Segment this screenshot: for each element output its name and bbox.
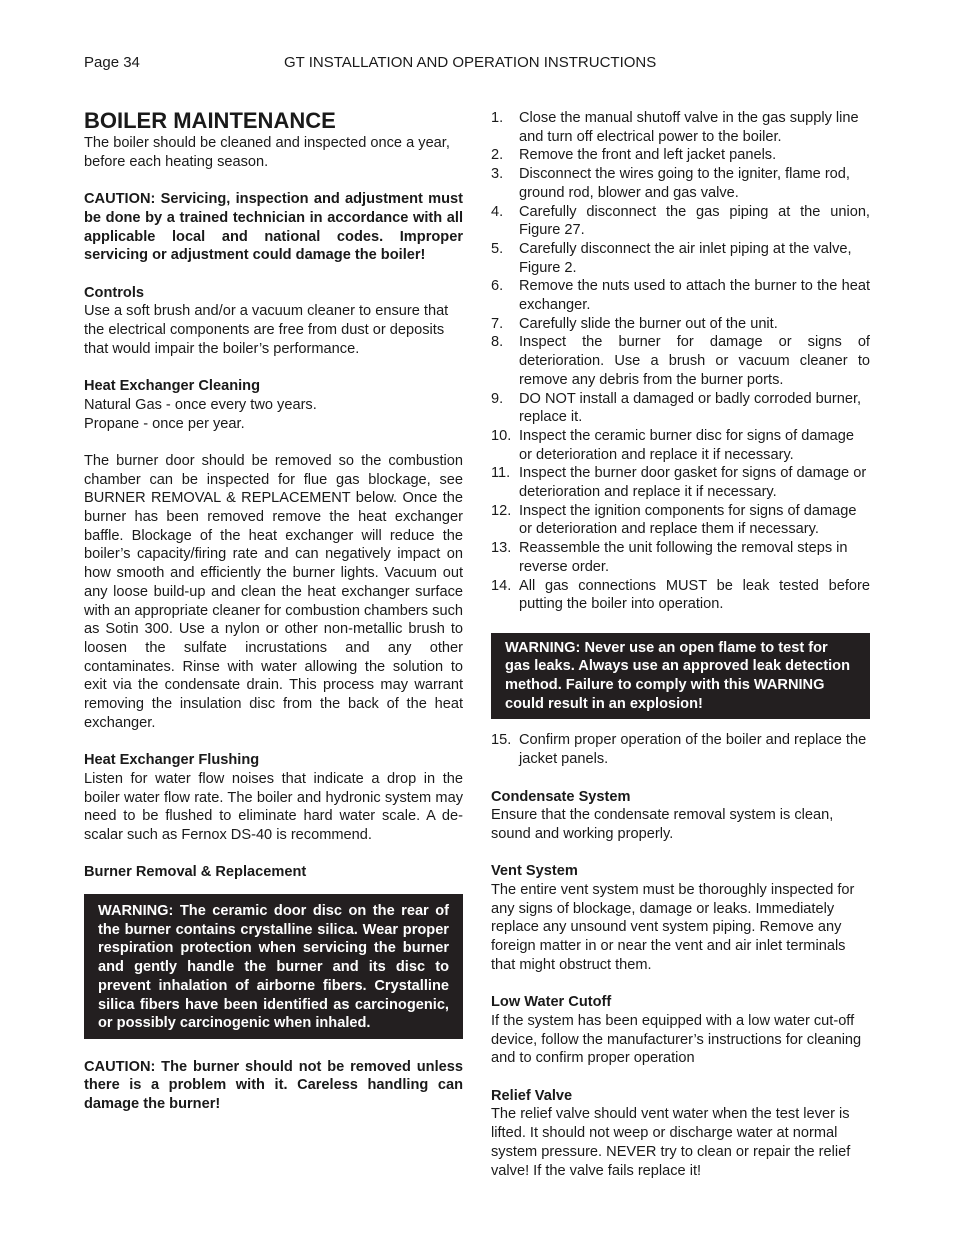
hx-natural-gas: Natural Gas - once every two years. [84,396,317,413]
left-column [84,108,463,1114]
list-item: 1. Close the manual shutoff valve in the gas supply line and turn off electrical power to the boiler. [491,110,859,145]
burner-removal-steps [491,109,870,614]
controls-text: Use a soft brush and/or a vacuum cleaner to ensure that the electrical components are free from dust or deposits that would impair the boiler’s performance. [84,303,449,357]
list-item: 10. Inspect the ceramic burner disc for signs of damage or deterioration and replace it if necessary. [491,427,855,463]
list-item: 3. Disconnect the wires going to the igniter, flame rod, ground rod, blower and gas valve. [491,166,850,201]
burner-removal-heading: Burner Removal & Replacement [84,864,307,881]
controls-heading: Controls [84,284,144,301]
list-item: 11. Inspect the burner door gasket for signs of damage or deterioration and replace it if necessary. [491,465,867,501]
list-item: 9. DO NOT install a damaged or badly corroded burner, replace it. [491,390,862,426]
caution-burner: CAUTION: The burner should not be removed unless there is a problem with it. Careless handling can damage the burner! [84,1058,463,1113]
warning-flame-box: WARNING: Never use an open flame to test for gas leaks. Always use an approved leak detection method. Failure to comply with this WARNING could result in an explosion! [491,633,870,720]
section-title: BOILER MAINTENANCE [84,108,336,133]
page-number: Page 34 [84,54,140,71]
step-15-list [491,731,870,768]
low-water-cutoff-text: If the system has been equipped with a low water cut-off device, follow the manufacturer’s instructions for cleaning and to confirm proper operation [491,1012,862,1067]
list-item: 6. Remove the nuts used to attach the burner to the heat exchanger. [491,278,870,314]
list-item: 13. Reassemble the unit following the removal steps in reverse order. [491,540,848,575]
condensate-heading: Condensate System [491,788,631,805]
relief-valve-heading: Relief Valve [491,1087,573,1104]
caution-servicing: CAUTION: Servicing, inspection and adjustment must be done by a trained technician in accordance with all applicable local and national codes. Improper servicing or adjustment could damage the boiler! [84,191,463,264]
right-column [491,109,870,1180]
intro-text: The boiler should be cleaned and inspected once a year, before each heating season. [84,135,450,170]
vent-heading: Vent System [491,863,578,880]
list-item: 12. Inspect the ignition components for signs of damage or deterioration and replace them if necessary. [491,502,857,538]
vent-text: The entire vent system must be thoroughly inspected for any signs of blockage, damage or leaks. Immediately replace any unsound vent system piping. Remove any foreign matter in or near the vent and air inlet terminals that might obstruct them. [491,882,855,973]
hx-flushing-text: Listen for water flow noises that indicate a drop in the boiler water flow rate. The boiler and hydronic system may need to be flushed to eliminate hard water scale. A de-scalar such as Fernox DS-40 is recommend. [84,770,463,843]
hx-flushing-heading: Heat Exchanger Flushing [84,752,260,769]
list-item: 8. Inspect the burner for damage or signs of deterioration. Use a brush or vacuum cleaner to remove any debris from the burner ports. [491,334,870,388]
document-title: GT INSTALLATION AND OPERATION INSTRUCTIONS [284,54,657,71]
list-item: 14. All gas connections MUST be leak tested before putting the boiler into operation. [491,577,870,613]
warning-silica-box: WARNING: The ceramic door disc on the rear of the burner contains crystalline silica. Wear proper respiration protection when servicing the burner and gently handle the burner and its disc to prevent inhalation of airborne fibers. Crystalline silica fibers have been identified as carcinogenic, or possibly carcinogenic when inhaled. [84,894,463,1039]
list-item: 2. Remove the front and left jacket panels. [491,147,777,164]
condensate-text: Ensure that the condensate removal system is clean, sound and working properly. [491,807,834,842]
hx-propane: Propane - once per year. [84,415,245,432]
list-item: 7. Carefully slide the burner out of the unit. [491,315,778,332]
hx-cleaning-heading: Heat Exchanger Cleaning [84,378,260,395]
low-water-cutoff-heading: Low Water Cutoff [491,994,612,1011]
hx-cleaning-text: The burner door should be removed so the combustion chamber can be inspected for flue gas blockage, see BURNER REMOVAL & REPLACEMENT below. Once the burner has been removed remove the heat exchanger baffle. Blockage of the heat exchanger will reduce the boiler’s capacity/firing rate and can negatively impact on how smooth and efficiently the burner lights. Vacuum out any loose build-up and clean the heat exchanger surface with an appropriate cleaner for combustion chambers such as Sotin 300. Use a nylon or other non-metallic brush to loosen the sulfate incrustations and any other contaminates. Rinse with water allowing the solution to exit via the condensate drain. This process may warrant removing the insulation disc from the back of the heat exchanger. [84,452,463,731]
list-item: 15. Confirm proper operation of the boiler and replace the jacket panels. [491,732,867,768]
relief-valve-text: The relief valve should vent water when the test lever is lifted. It should not weep or discharge water at normal system pressure. NEVER try to clean or repair the relief valve! If the valve fails replace it! [491,1106,851,1179]
list-item: 4. Carefully disconnect the gas piping at the union, Figure 27. [491,203,870,239]
list-item: 5. Carefully disconnect the air inlet piping at the valve, Figure 2. [491,240,852,276]
